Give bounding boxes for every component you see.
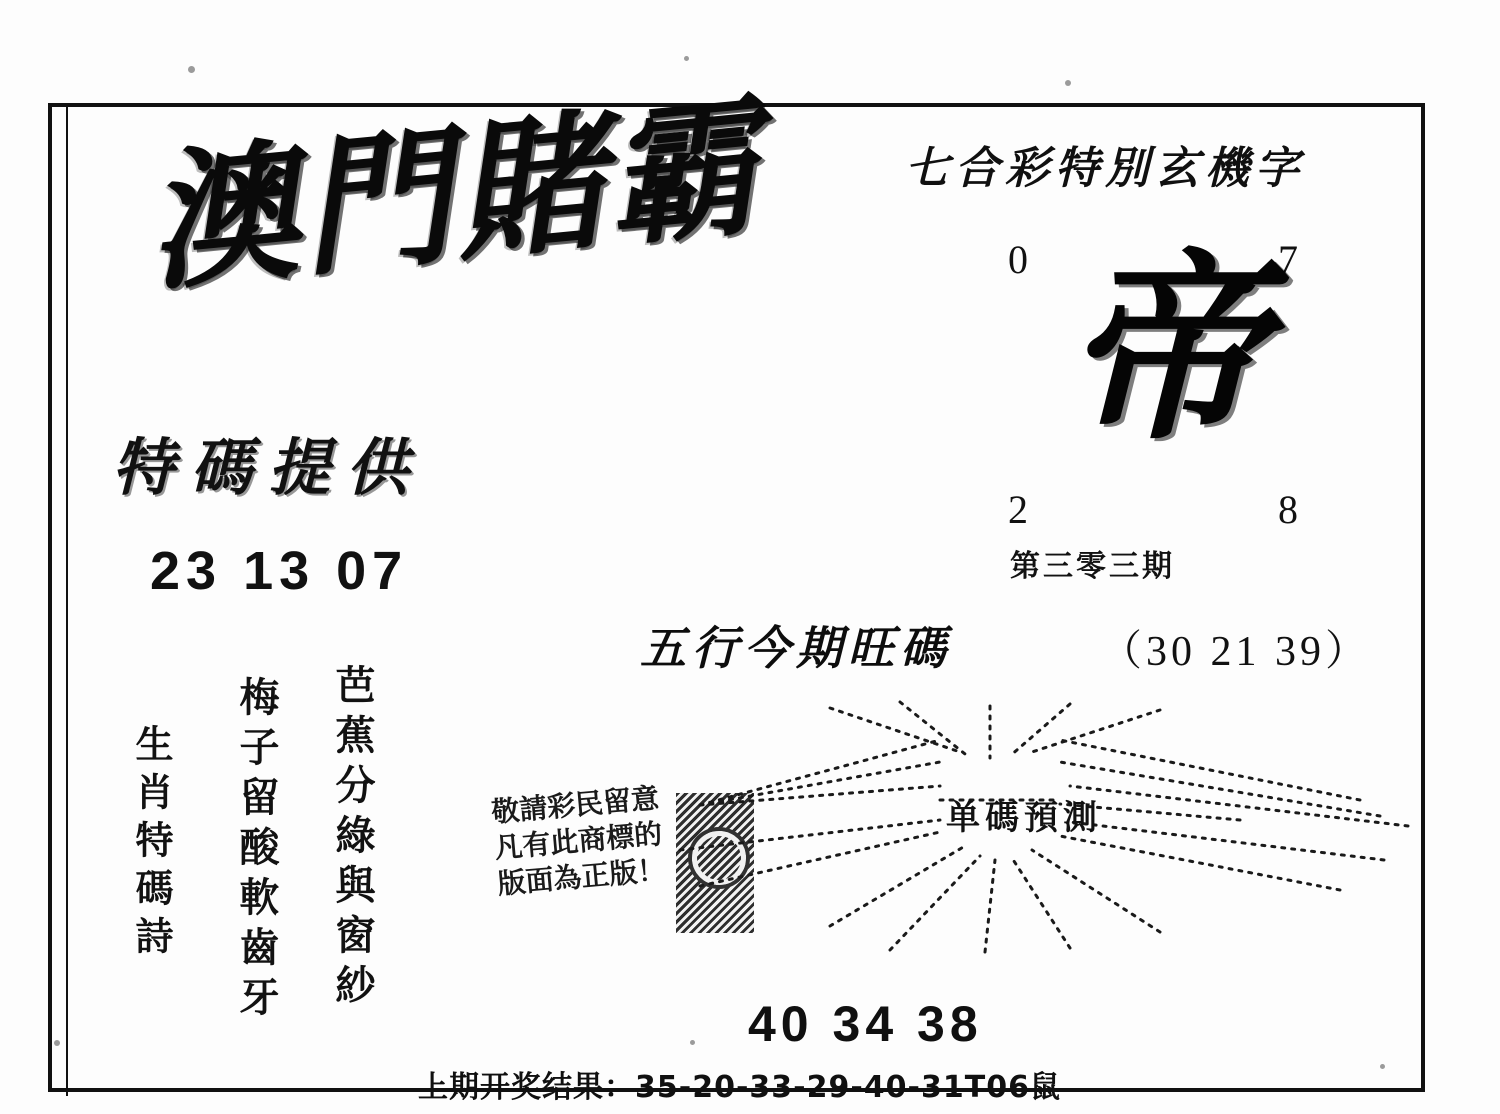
- wangma-title: 五行今期旺碼: [640, 621, 952, 675]
- single-prediction-label: 单碼預測: [946, 798, 1102, 838]
- lucky-numbers: 23 13 07: [150, 541, 409, 601]
- section-header-right: 七合彩特別玄機字: [905, 143, 1305, 194]
- corner-number-top-left: 0: [1008, 237, 1028, 282]
- corner-number-bottom-right: 8: [1278, 487, 1298, 532]
- scan-speck: [1065, 80, 1071, 86]
- page-title: 澳門賭霸: [138, 78, 769, 313]
- bottom-numbers: 40 34 38: [748, 996, 983, 1052]
- scan-speck: [188, 66, 195, 73]
- poem-label: 生肖特碼詩: [129, 724, 174, 964]
- last-draw-result: 上期开奖结果：35-20-33-29-40-31T06鼠: [418, 1070, 1061, 1105]
- scan-speck: [684, 56, 689, 61]
- issue-label: 第三零三期: [1010, 549, 1175, 584]
- poem-line-1: 梅子留酸軟齒牙: [233, 676, 280, 1026]
- wangma-numbers: （30 21 39）: [1100, 629, 1372, 675]
- trademark-notice: 敬請彩民留意 凡有此商標的 版面為正版！: [490, 781, 667, 901]
- subtitle: 特碼提供: [112, 431, 425, 504]
- mystery-character: 帝: [1064, 232, 1265, 467]
- corner-number-top-right: 7: [1278, 237, 1298, 282]
- corner-number-bottom-left: 2: [1008, 487, 1028, 532]
- poem-line-2: 芭蕉分綠與窗紗: [329, 664, 376, 1014]
